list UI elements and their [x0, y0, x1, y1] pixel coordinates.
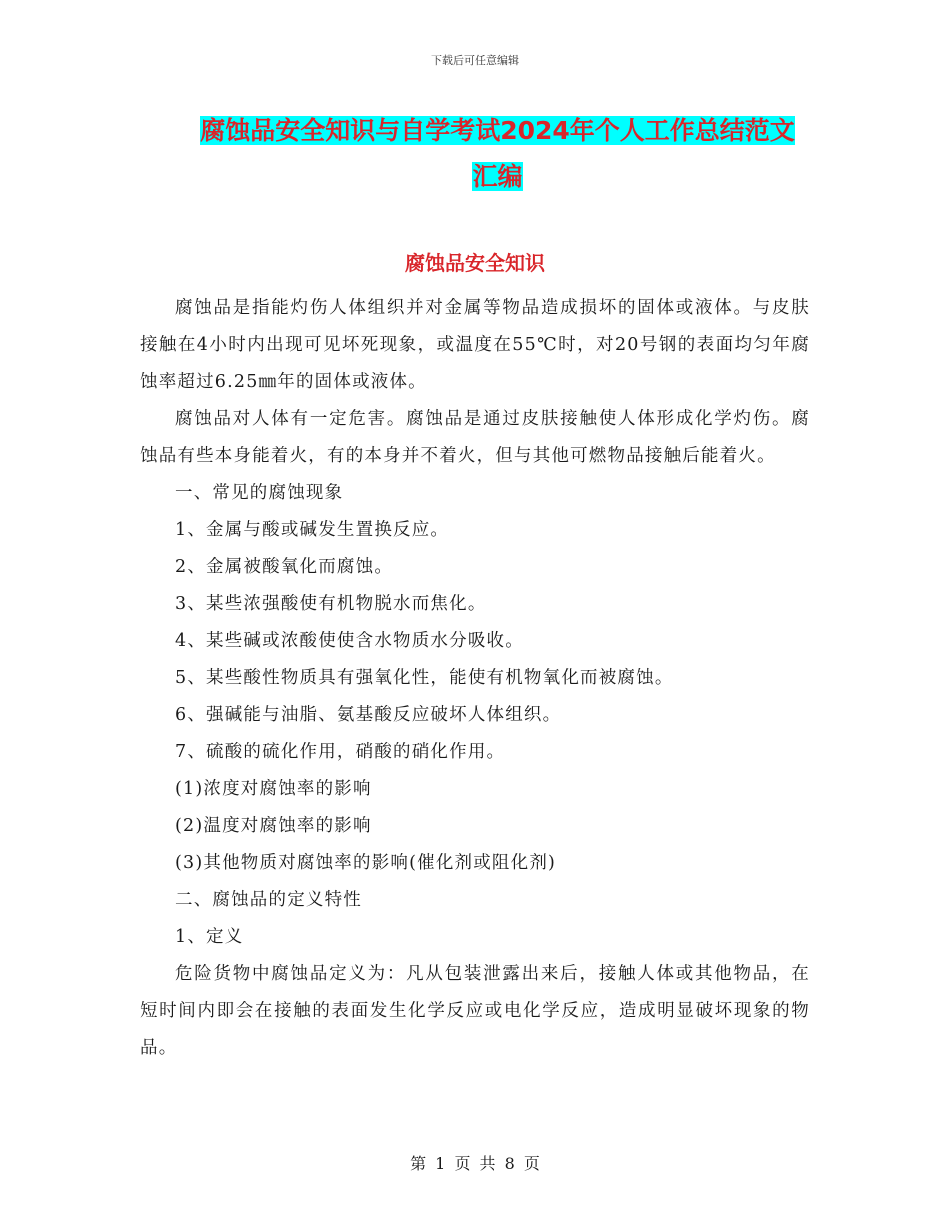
section-heading: 腐蚀品安全知识	[405, 251, 545, 275]
list-item: 5、某些酸性物质具有强氧化性，能使有机物氧化而被腐蚀。	[175, 668, 674, 688]
document-title	[140, 108, 855, 200]
list-item: 4、某些碱或浓酸使使含水物质水分吸收。	[175, 631, 524, 651]
sub-list-item: (3)其他物质对腐蚀率的影响(催化剂或阻化剂)	[175, 853, 557, 873]
sub-list-item: (1)浓度对腐蚀率的影响	[175, 779, 372, 799]
document-title-line2: 汇编	[472, 162, 523, 191]
list-item: 3、某些浓强酸使有机物脱水而焦化。	[175, 594, 487, 614]
list-item: 1、定义	[175, 927, 244, 947]
paragraph-definition: 腐蚀品是指能灼伤人体组织并对金属等物品造成损坏的固体或液体。与皮肤接触在4小时内出现可见坏死现象，或温度在55℃时，对20号钢的表面均匀年腐蚀率超过6.25㎜年的固体或液体。	[140, 298, 810, 392]
list-item: 7、硫酸的硫化作用，硝酸的硝化作用。	[175, 742, 506, 762]
page-number: 第 1 页 共 8 页	[410, 1154, 540, 1173]
sub-list-item: (2)温度对腐蚀率的影响	[175, 816, 372, 836]
list-item: 6、强碱能与油脂、氨基酸反应破坏人体组织。	[175, 705, 562, 725]
page-header-note: 下载后可任意编辑	[431, 54, 519, 67]
document-title-line1: 腐蚀品安全知识与自学考试2024年个人工作总结范文	[200, 116, 795, 145]
document-body	[140, 290, 810, 1067]
heading-common-corrosion: 一、常见的腐蚀现象	[175, 483, 344, 503]
paragraph-hazard: 腐蚀品对人体有一定危害。腐蚀品是通过皮肤接触使人体形成化学灼伤。腐蚀品有些本身能着火，有的本身并不着火，但与其他可燃物品接触后能着火。	[140, 409, 810, 466]
paragraph-formal-definition: 危险货物中腐蚀品定义为：凡从包装泄露出来后，接触人体或其他物品，在短时间内即会在接触的表面发生化学反应或电化学反应，造成明显破坏现象的物品。	[140, 964, 810, 1058]
list-item: 2、金属被酸氧化而腐蚀。	[175, 557, 394, 577]
heading-definition-properties: 二、腐蚀品的定义特性	[175, 890, 362, 910]
list-item: 1、金属与酸或碱发生置换反应。	[175, 520, 450, 540]
